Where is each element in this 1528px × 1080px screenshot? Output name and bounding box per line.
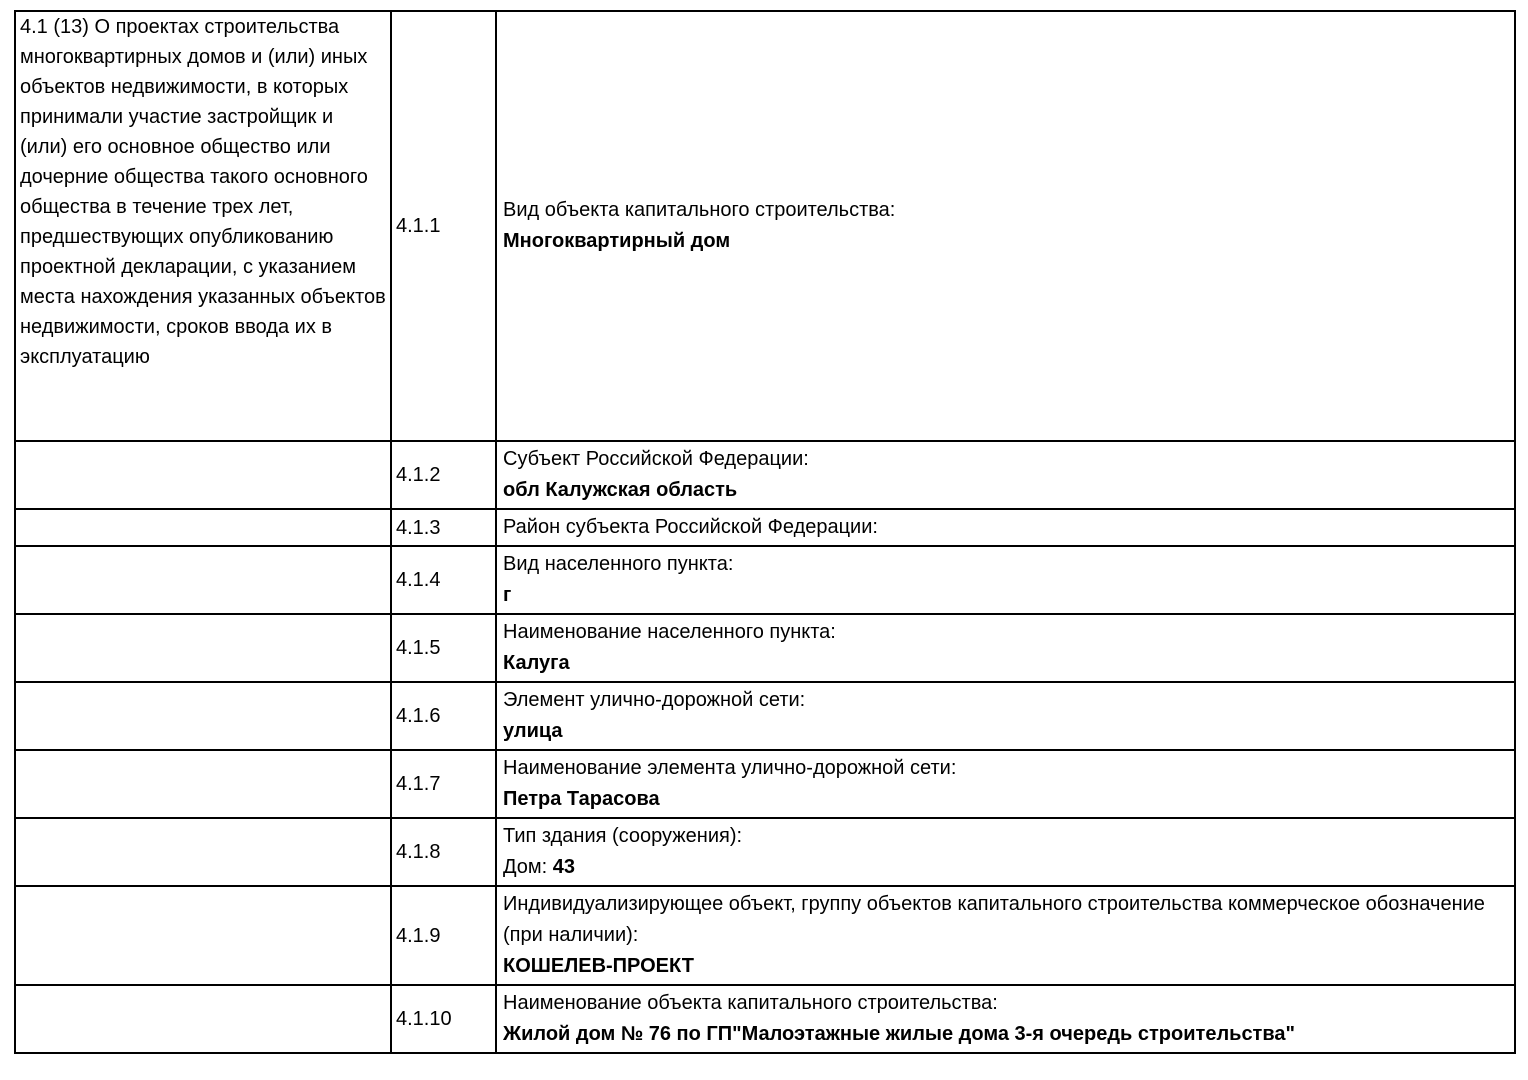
item-content	[496, 750, 1515, 818]
table-row	[15, 509, 1515, 546]
field-value-line	[503, 852, 1508, 883]
field-label: Наименование элемента улично-дорожной сети:	[503, 757, 957, 779]
description-spacer-cell	[15, 614, 391, 682]
item-number: 4.1.1	[391, 11, 496, 441]
field-value: 43	[552, 856, 576, 878]
field-value: Петра Тарасова	[503, 788, 660, 810]
field-label: Тип здания (сооружения):	[503, 825, 743, 847]
field-label: Вид объекта капитального строительства:	[503, 199, 896, 221]
section-description: 4.1 (13) О проектах строительства многоквартирных домов и (или) иных объектов недвижимости, в которых принимали участие застройщик и (или) его основное общество или дочерние общества такого основного общества в течение трех лет, предшествующих опубликованию проектной декларации, с указанием места нахождения указанных объектов недвижимости, сроков ввода их в эксплуатацию	[20, 16, 386, 368]
value-prefix: Дом:	[503, 856, 553, 878]
table-row	[15, 682, 1515, 750]
field-value: КОШЕЛЕВ-ПРОЕКТ	[503, 955, 694, 977]
section-description-cell	[15, 11, 391, 441]
item-number: 4.1.2	[391, 441, 496, 509]
field-value: Калуга	[503, 652, 570, 674]
description-spacer-cell	[15, 750, 391, 818]
item-content	[496, 441, 1515, 509]
table-row	[15, 614, 1515, 682]
table-row	[15, 886, 1515, 985]
field-value: г	[503, 584, 512, 606]
field-value: обл Калужская область	[503, 479, 738, 501]
field-value-line	[503, 648, 1508, 679]
field-value: улица	[503, 720, 563, 742]
description-spacer-cell	[15, 509, 391, 546]
item-content	[496, 614, 1515, 682]
description-spacer-cell	[15, 886, 391, 985]
project-declaration-table	[14, 10, 1516, 1054]
table-row	[15, 750, 1515, 818]
item-number: 4.1.3	[391, 509, 496, 546]
field-value-line	[503, 784, 1508, 815]
item-number: 4.1.5	[391, 614, 496, 682]
field-value-line	[503, 226, 1508, 257]
table-row	[15, 441, 1515, 509]
description-spacer-cell	[15, 682, 391, 750]
field-value: Жилой дом № 76 по ГП"Малоэтажные жилые дома 3-я очередь строительства"	[503, 1023, 1295, 1045]
description-spacer-cell	[15, 818, 391, 886]
item-content	[496, 682, 1515, 750]
item-number: 4.1.10	[391, 985, 496, 1053]
item-content	[496, 985, 1515, 1053]
field-value: Многоквартирный дом	[503, 230, 731, 252]
item-content	[496, 546, 1515, 614]
item-number: 4.1.9	[391, 886, 496, 985]
field-value-line	[503, 951, 1508, 982]
field-label: Наименование населенного пункта:	[503, 621, 836, 643]
table-row	[15, 985, 1515, 1053]
field-label: Субъект Российской Федерации:	[503, 448, 809, 470]
field-value-line	[503, 716, 1508, 747]
description-spacer-cell	[15, 441, 391, 509]
field-label: Район субъекта Российской Федерации:	[503, 516, 878, 538]
field-value-line	[503, 1019, 1508, 1050]
field-label: Вид населенного пункта:	[503, 553, 734, 575]
field-label: Элемент улично-дорожной сети:	[503, 689, 806, 711]
item-number: 4.1.4	[391, 546, 496, 614]
table-row	[15, 818, 1515, 886]
item-number: 4.1.7	[391, 750, 496, 818]
description-spacer-cell	[15, 546, 391, 614]
table-row	[15, 546, 1515, 614]
table-row	[15, 11, 1515, 441]
item-content	[496, 818, 1515, 886]
description-spacer-cell	[15, 985, 391, 1053]
field-value-line	[503, 580, 1508, 611]
item-number: 4.1.6	[391, 682, 496, 750]
item-number: 4.1.8	[391, 818, 496, 886]
item-content	[496, 509, 1515, 546]
field-label: Индивидуализирующее объект, группу объектов капитального строительства коммерческое обозначение (при наличии):	[503, 893, 1485, 946]
item-content	[496, 11, 1515, 441]
field-value-line	[503, 475, 1508, 506]
field-label: Наименование объекта капитального строительства:	[503, 992, 998, 1014]
item-content	[496, 886, 1515, 985]
